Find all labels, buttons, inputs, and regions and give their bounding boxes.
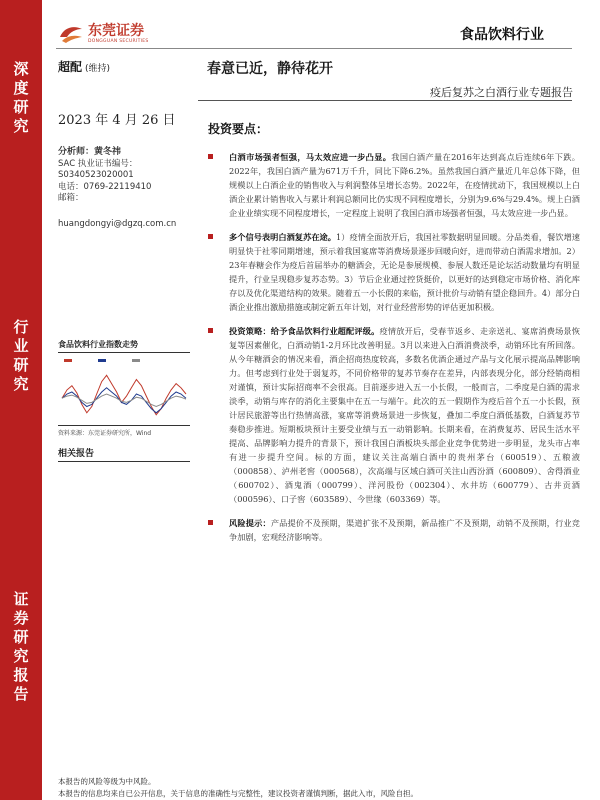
related-reports-heading: 相关报告 [58, 446, 190, 462]
side-char: 券 [13, 609, 29, 627]
side-char: 度 [13, 79, 29, 97]
side-char: 研 [13, 98, 29, 116]
key-points-list [205, 150, 580, 544]
key-points-heading: 投资要点： [208, 122, 269, 136]
brand-name-cn: 东莞证券 [88, 22, 144, 39]
bullet-marker-icon [208, 328, 213, 333]
rating-note: (维持) [85, 64, 111, 74]
key-point-text: 我国白酒产量在2016年达到高点后连续6年下跌。2022年，我国白酒产量为671万千升，同比下降6.2%。虽然我国白酒产量近几年总体下降，但规模以上白酒企业的销售收入与利润整体呈增长态势。2022年，在疫情扰动下，我国规模以上白酒企业累计销售收入与累计利润总额同比仍实现不同程度增长，分别为9.6%与29.4%。规上白酒企业业绩实现不同程度增长，一定程度上说明了我国白酒市场强者恒强，马太效应进一步凸显。 [229, 152, 580, 218]
index-trend-chart [58, 355, 190, 423]
key-point-text: 1）疫情全面放开后，我国社零数据明显回暖。分品类看，餐饮增速明显快于社零同期增速，预示着我国宴席等消费场景逐步回暖向好，进而带动白酒需求增加。2）23年春糖会作为疫后首届举办的糖酒会，无论是参展规模、参展人数还是论坛活动数量均有明显提升，行业呈现稳步复苏态势。3）节后企业通过控货挺价，以更好的达到稳定市场价格、消化库存以及优化渠道结构的效果。随着五一小长假的来临，预计批价与动销有望企稳回升。4）部分白酒企业推出激励措施或制定新五年计划，对行业经营形势的评估更加积极。 [229, 232, 580, 312]
key-point-lead: 风险提示： [229, 518, 271, 528]
legend-swatch [98, 359, 106, 362]
disclaimer-line: 本报告的风险等级为中风险。 [58, 777, 156, 786]
analyst-name: 分析师：黄冬祎 [58, 147, 122, 157]
side-char: 究 [13, 375, 29, 393]
index-chart-block [58, 339, 190, 437]
analyst-line: SAC 执业证书编号： [58, 158, 138, 169]
rating-value: 超配 [58, 60, 83, 74]
analyst-line: S0340523020001 [58, 170, 134, 180]
side-char: 告 [13, 685, 29, 703]
brand-mark-icon [58, 23, 84, 45]
key-point-lead: 白酒市场强者恒强，马太效应进一步凸显。 [229, 152, 392, 162]
chart-source: 资料来源：东莞证券研究所，Wind [58, 425, 190, 437]
brand-logo [58, 20, 149, 48]
side-char: 业 [13, 337, 29, 355]
brand-name-en: DONGGUAN SECURITIES [88, 38, 149, 44]
side-char: 研 [13, 356, 29, 374]
side-char: 究 [13, 647, 29, 665]
side-char: 证 [13, 590, 29, 608]
disclaimer-line: 本报告的信息均来自已公开信息，关于信息的准确性与完整性，建议投资者谨慎判断，据此入市，风险自担。 [58, 789, 418, 798]
bullet-marker-icon [208, 520, 213, 525]
report-subtitle: 疫后复苏之白酒行业专题报告 [430, 86, 573, 99]
side-label-securities-report [0, 590, 42, 704]
analyst-line: 邮箱： [58, 193, 84, 203]
key-point-text: 产品提价不及预期，渠道扩张不及预期，新品推广不及预期，动销不及预期，行业竞争加剧，宏观经济影响等。 [229, 518, 580, 542]
report-date: 2023 年 4 月 26 日 [58, 113, 176, 128]
key-point-text: 疫情放开后，受春节返乡、走亲送礼、宴席消费场景恢复等因素催化，白酒动销1-2月环比改善明显。3月以来进入白酒消费淡季，动销环比有所回落。从今年糖酒会的情况来看，酒企招商热度较高，多数名优酒企通过产品与文化展示提高品牌影响力。但考虑到行业处于弱复苏，不同价格带的复苏节奏存在差异，内部表现分化，部分经销商相对谨慎，预计实际招商率不会很高。目前逐步进入五一小长假，一般而言，二季度是白酒的需求淡季，动销与库存的消化主要集中在五一与端午。此次的五一假期作为疫后首个五一小长假，预计居民旅游等出行热情高涨，宴席等消费场景进一步恢复，叠加二季度白酒低基数，白酒复苏节奏稳步推进。短期板块预计主要受业绩与五一动销影响。长期来看，在消费复苏、居民生活水平提高、品牌影响力提升的背景下，预计我国白酒板块头部企业竞争优势进一步明显，龙头市占率有进一步提升空间。标的方面，建议关注高端白酒中的贵州茅台（600519）、五粮液（000858）、泸州老窖（000568），次高端与区域白酒可关注山西汾酒（600809）、舍得酒业（600702）、酒鬼酒（000799）、洋河股份（002304）、水井坊（600779）、古井贡酒（000596）、口子窖（603589）、今世缘（603369）等。 [229, 326, 580, 504]
key-point [205, 516, 580, 544]
side-char: 行 [13, 318, 29, 336]
side-char: 深 [13, 60, 29, 78]
key-point [205, 150, 580, 220]
key-point [205, 230, 580, 314]
side-char: 报 [13, 666, 29, 684]
side-label-industry-research [0, 318, 42, 394]
key-point-lead: 多个信号表明白酒复苏在途。 [229, 232, 337, 242]
side-strip [0, 0, 42, 800]
bullet-marker-icon [208, 234, 213, 239]
legend-swatch [64, 359, 72, 362]
side-char: 究 [13, 117, 29, 135]
chart-title: 食品饮料行业指数走势 [58, 339, 190, 353]
analyst-info [58, 147, 198, 230]
analyst-line: 电话：0769-22119410 [58, 181, 152, 192]
legend-swatch [132, 359, 140, 362]
subtitle-divider [198, 100, 572, 101]
key-point-lead: 投资策略：给予食品饮料行业超配评级。 [229, 326, 380, 336]
report-title: 春意已近，静待花开 [207, 61, 333, 77]
bullet-marker-icon [208, 154, 213, 159]
rating [58, 58, 110, 75]
analyst-email[interactable]: huangdongyi@dgzq.com.cn [58, 218, 177, 229]
disclaimer [58, 776, 418, 800]
header-divider [56, 48, 572, 49]
industry-label: 食品饮料行业 [460, 27, 544, 43]
side-label-depth-research [0, 60, 42, 136]
side-char: 研 [13, 628, 29, 646]
key-point [205, 324, 580, 506]
